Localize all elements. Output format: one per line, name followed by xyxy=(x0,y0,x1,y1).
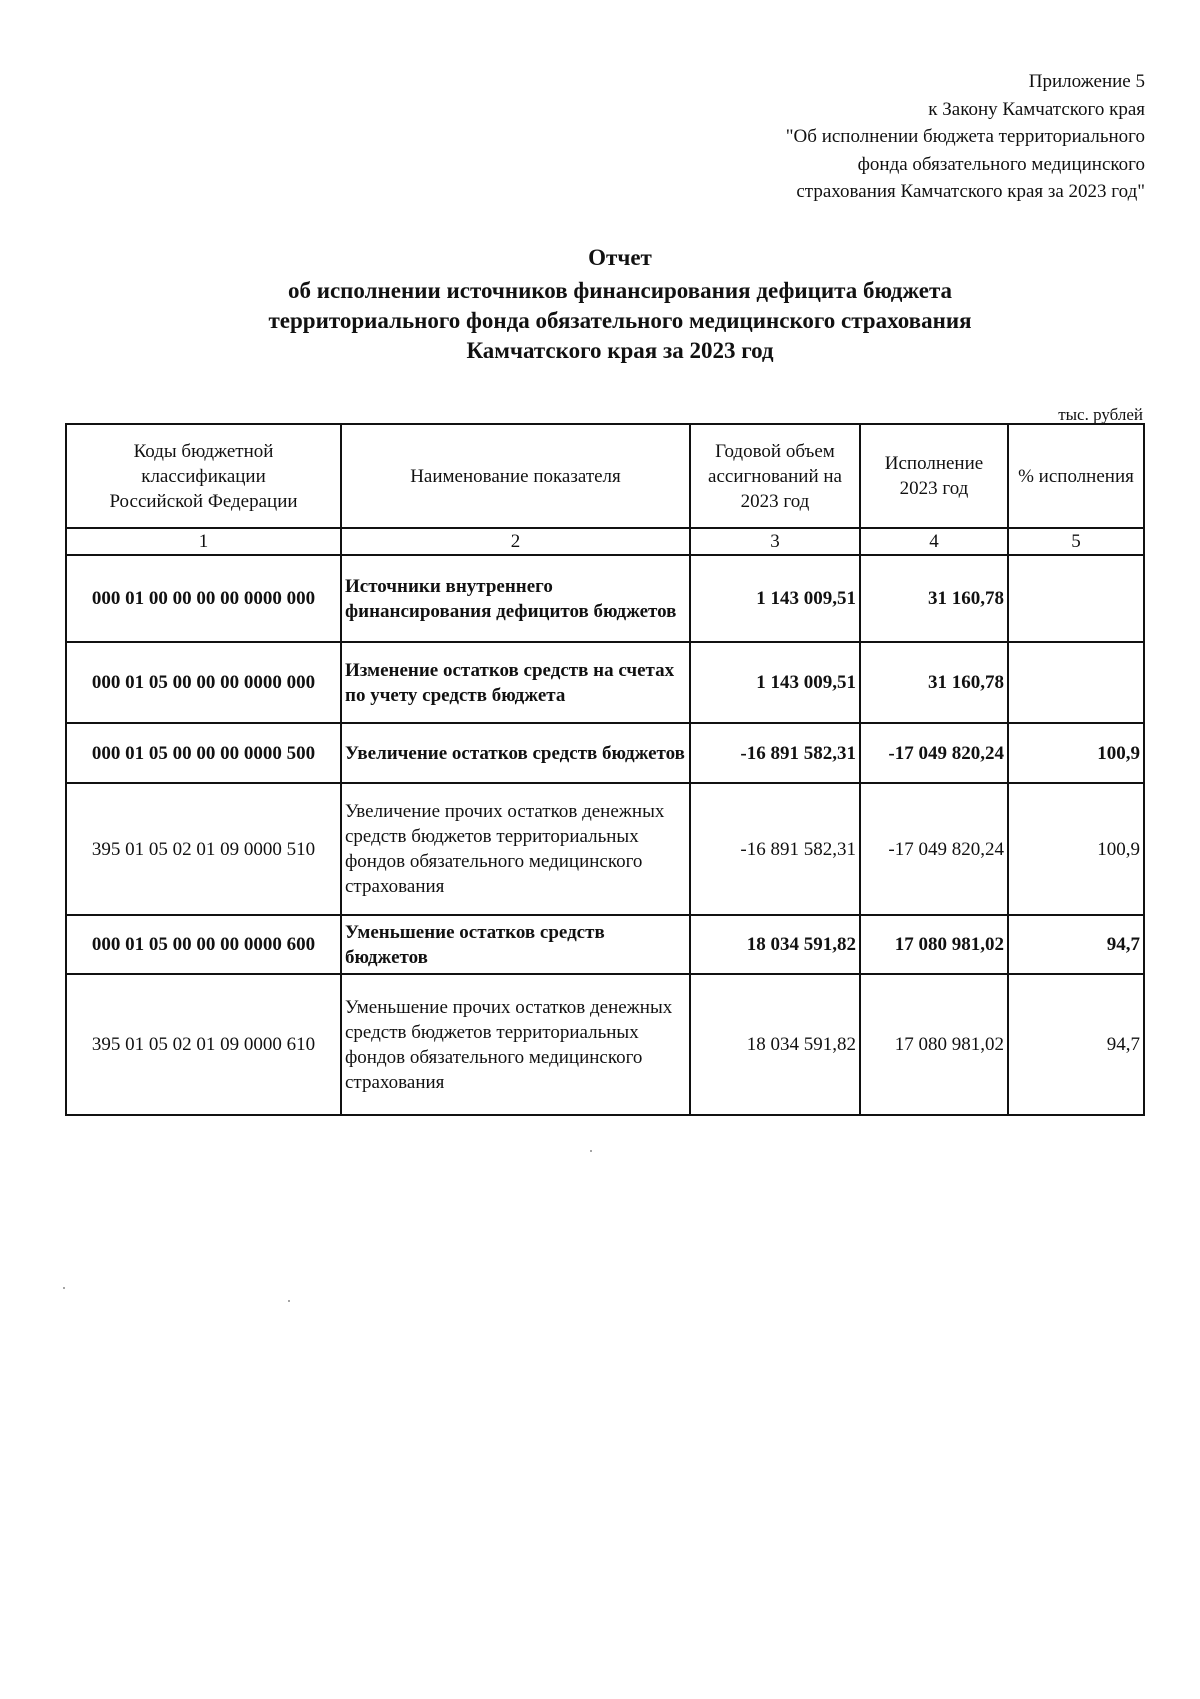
title-line: Отчет xyxy=(588,245,652,270)
cell-name: Изменение остатков средств на счетах по учету средств бюджета xyxy=(341,642,690,723)
appendix-line: Приложение 5 xyxy=(1028,71,1145,92)
header-executed: Исполнение 2023 год xyxy=(860,424,1008,528)
cell-percent: 94,7 xyxy=(1008,974,1144,1115)
units-label: тыс. рублей xyxy=(1058,405,1143,424)
table-row xyxy=(66,555,1144,642)
cell-name: Уменьшение прочих остатков денежных средств бюджетов территориальных фондов обязательного медицинского страхования xyxy=(341,974,690,1115)
column-number-row xyxy=(66,528,1144,555)
cell-planned: 18 034 591,82 xyxy=(690,915,860,974)
table-row xyxy=(66,783,1144,915)
cell-executed: 17 080 981,02 xyxy=(860,974,1008,1115)
cell-planned: -16 891 582,31 xyxy=(690,783,860,915)
cell-planned: 1 143 009,51 xyxy=(690,555,860,642)
cell-planned: 18 034 591,82 xyxy=(690,974,860,1115)
scan-speck xyxy=(288,1300,290,1302)
title-line: Камчатского края за 2023 год xyxy=(466,338,774,363)
cell-executed: 31 160,78 xyxy=(860,642,1008,723)
scan-speck xyxy=(590,1150,592,1152)
appendix-line: "Об исполнении бюджета территориального xyxy=(785,126,1145,147)
table-row xyxy=(66,723,1144,783)
cell-executed: -17 049 820,24 xyxy=(860,783,1008,915)
cell-executed: 31 160,78 xyxy=(860,555,1008,642)
table-row xyxy=(66,974,1144,1115)
cell-code: 000 01 05 00 00 00 0000 500 xyxy=(66,723,341,783)
cell-percent xyxy=(1008,642,1144,723)
appendix-line: страхования Камчатского края за 2023 год" xyxy=(796,181,1145,202)
column-number: 5 xyxy=(1008,528,1144,555)
cell-executed: 17 080 981,02 xyxy=(860,915,1008,974)
appendix-reference xyxy=(786,68,1145,206)
cell-name: Увеличение остатков средств бюджетов xyxy=(341,723,690,783)
table-row xyxy=(66,642,1144,723)
cell-code: 000 01 05 00 00 00 0000 000 xyxy=(66,642,341,723)
header-row xyxy=(66,424,1144,528)
cell-name: Источники внутреннего финансирования дефицитов бюджетов xyxy=(341,555,690,642)
header-planned: Годовой объем ассигнований на 2023 год xyxy=(690,424,860,528)
appendix-line: к Закону Камчатского края xyxy=(928,98,1145,120)
column-number: 4 xyxy=(860,528,1008,555)
report-table xyxy=(65,423,1145,1116)
table-row xyxy=(66,915,1144,974)
cell-code: 395 01 05 02 01 09 0000 610 xyxy=(66,974,341,1115)
cell-name: Увеличение прочих остатков денежных средств бюджетов территориальных фондов обязательного медицинского страхования xyxy=(341,783,690,915)
document-title xyxy=(0,243,1200,366)
cell-executed: -17 049 820,24 xyxy=(860,723,1008,783)
cell-percent: 100,9 xyxy=(1008,723,1144,783)
column-number: 3 xyxy=(690,528,860,555)
cell-code: 395 01 05 02 01 09 0000 510 xyxy=(66,783,341,915)
column-number: 1 xyxy=(66,528,341,555)
header-code: Коды бюджетной классификации Российской Федерации xyxy=(66,424,341,528)
column-number: 2 xyxy=(341,528,690,555)
cell-code: 000 01 00 00 00 00 0000 000 xyxy=(66,555,341,642)
title-line: территориального фонда обязательного медицинского страхования xyxy=(268,308,972,333)
cell-code: 000 01 05 00 00 00 0000 600 xyxy=(66,915,341,974)
header-percent: % исполнения xyxy=(1008,424,1144,528)
cell-planned: -16 891 582,31 xyxy=(690,723,860,783)
title-line: об исполнении источников финансирования дефицита бюджета xyxy=(287,278,953,303)
header-name: Наименование показателя xyxy=(341,424,690,528)
cell-percent: 100,9 xyxy=(1008,783,1144,915)
cell-percent: 94,7 xyxy=(1008,915,1144,974)
scan-speck xyxy=(63,1287,65,1289)
appendix-line: фонда обязательного медицинского xyxy=(857,153,1145,175)
cell-name: Уменьшение остатков средств бюджетов xyxy=(341,915,690,974)
cell-percent xyxy=(1008,555,1144,642)
cell-planned: 1 143 009,51 xyxy=(690,642,860,723)
